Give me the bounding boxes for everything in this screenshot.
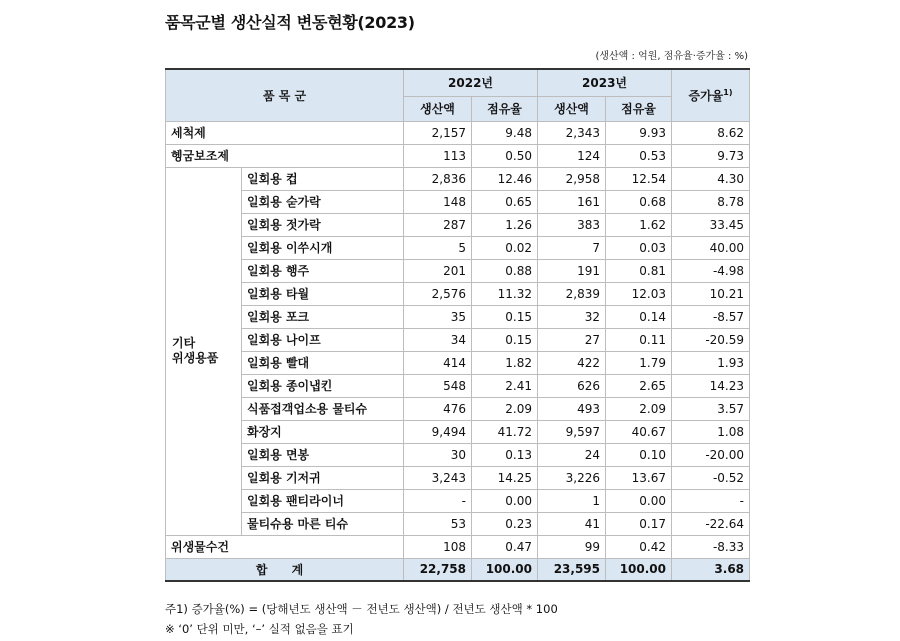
cell-share-2023: 0.42 <box>606 535 672 558</box>
cell-production-2022: 108 <box>404 535 472 558</box>
cell-production-2023: 41 <box>538 512 606 535</box>
cell-share-2022: 0.50 <box>472 144 538 167</box>
cell-share-2023: 0.00 <box>606 489 672 512</box>
cell-growth: 1.93 <box>672 351 750 374</box>
table-row <box>166 328 750 351</box>
cell-production-2023: 24 <box>538 443 606 466</box>
row-label: 일회용 컵 <box>242 167 404 190</box>
cell-growth: 40.00 <box>672 236 750 259</box>
cell-production-2022: 2,157 <box>404 121 472 144</box>
total-production-2022: 22,758 <box>404 558 472 581</box>
cell-share-2023: 13.67 <box>606 466 672 489</box>
cell-share-2023: 1.79 <box>606 351 672 374</box>
table-row <box>166 489 750 512</box>
cell-production-2023: 493 <box>538 397 606 420</box>
total-growth: 3.68 <box>672 558 750 581</box>
group-label <box>166 167 242 535</box>
cell-growth: -8.57 <box>672 305 750 328</box>
total-row <box>166 558 750 581</box>
cell-share-2023: 40.67 <box>606 420 672 443</box>
cell-growth: 3.57 <box>672 397 750 420</box>
cell-production-2022: - <box>404 489 472 512</box>
total-production-2023: 23,595 <box>538 558 606 581</box>
header-category: 품 목 군 <box>166 69 404 121</box>
cell-share-2023: 0.11 <box>606 328 672 351</box>
header-growth-label: 증가율 <box>688 88 724 103</box>
cell-share-2023: 12.54 <box>606 167 672 190</box>
row-label: 일회용 빨대 <box>242 351 404 374</box>
cell-production-2023: 2,343 <box>538 121 606 144</box>
cell-production-2023: 124 <box>538 144 606 167</box>
production-table <box>165 68 750 582</box>
cell-production-2022: 148 <box>404 190 472 213</box>
group-label-line1: 기타 <box>172 336 196 350</box>
cell-production-2022: 34 <box>404 328 472 351</box>
cell-share-2022: 0.02 <box>472 236 538 259</box>
row-label: 세척제 <box>166 121 404 144</box>
cell-production-2023: 1 <box>538 489 606 512</box>
page-title: 품목군별 생산실적 변동현황(2023) <box>165 13 415 32</box>
cell-share-2022: 41.72 <box>472 420 538 443</box>
cell-share-2022: 2.41 <box>472 374 538 397</box>
table-row <box>166 190 750 213</box>
cell-growth: -4.98 <box>672 259 750 282</box>
row-label: 일회용 면봉 <box>242 443 404 466</box>
header-growth-sup: 1) <box>723 87 733 97</box>
row-label: 일회용 포크 <box>242 305 404 328</box>
cell-growth: 8.62 <box>672 121 750 144</box>
cell-share-2023: 0.03 <box>606 236 672 259</box>
unit-note: (생산액 : 억원, 점유율·증가율 : %) <box>595 51 748 62</box>
cell-growth: -20.00 <box>672 443 750 466</box>
cell-growth: 9.73 <box>672 144 750 167</box>
table-row <box>166 167 750 190</box>
cell-growth: 4.30 <box>672 167 750 190</box>
cell-production-2023: 27 <box>538 328 606 351</box>
cell-production-2023: 99 <box>538 535 606 558</box>
row-label: 헹굼보조제 <box>166 144 404 167</box>
total-share-2022: 100.00 <box>472 558 538 581</box>
cell-share-2023: 0.14 <box>606 305 672 328</box>
cell-share-2022: 0.13 <box>472 443 538 466</box>
total-share-2023: 100.00 <box>606 558 672 581</box>
cell-growth: - <box>672 489 750 512</box>
cell-production-2023: 2,839 <box>538 282 606 305</box>
cell-production-2022: 201 <box>404 259 472 282</box>
row-label: 일회용 종이냅킨 <box>242 374 404 397</box>
table-row <box>166 305 750 328</box>
cell-share-2022: 0.88 <box>472 259 538 282</box>
header-production-2023: 생산액 <box>538 96 606 121</box>
row-label: 일회용 이쑤시개 <box>242 236 404 259</box>
row-label: 위생물수건 <box>166 535 404 558</box>
table-row <box>166 512 750 535</box>
table-row <box>166 236 750 259</box>
cell-production-2022: 30 <box>404 443 472 466</box>
cell-production-2022: 548 <box>404 374 472 397</box>
row-label: 식품접객업소용 물티슈 <box>242 397 404 420</box>
cell-growth: -22.64 <box>672 512 750 535</box>
header-year-2022: 2022년 <box>404 69 538 96</box>
table-row <box>166 351 750 374</box>
cell-production-2023: 2,958 <box>538 167 606 190</box>
cell-share-2023: 2.65 <box>606 374 672 397</box>
cell-production-2022: 5 <box>404 236 472 259</box>
table-row <box>166 374 750 397</box>
cell-production-2023: 383 <box>538 213 606 236</box>
header-year-2023: 2023년 <box>538 69 672 96</box>
row-label: 일회용 나이프 <box>242 328 404 351</box>
cell-production-2022: 113 <box>404 144 472 167</box>
cell-share-2022: 0.00 <box>472 489 538 512</box>
cell-share-2022: 0.65 <box>472 190 538 213</box>
footnote-symbols: ※ ‘0’ 단위 미만, ‘–’ 실적 없음을 표기 <box>165 622 354 636</box>
group-label-line2: 위생용품 <box>172 351 219 365</box>
footnote-growth-formula: 주1) 증가율(%) = (당해년도 생산액 － 전년도 생산액) / 전년도 생산액 * 100 <box>165 602 558 616</box>
cell-growth: 14.23 <box>672 374 750 397</box>
header-share-2023: 점유율 <box>606 96 672 121</box>
cell-growth: 33.45 <box>672 213 750 236</box>
row-label: 일회용 행주 <box>242 259 404 282</box>
header-row-1 <box>166 69 750 96</box>
cell-growth: 8.78 <box>672 190 750 213</box>
row-label: 물티슈용 마른 티슈 <box>242 512 404 535</box>
cell-share-2022: 2.09 <box>472 397 538 420</box>
header-share-2022: 점유율 <box>472 96 538 121</box>
row-label: 일회용 타월 <box>242 282 404 305</box>
table-row <box>166 397 750 420</box>
cell-share-2022: 0.23 <box>472 512 538 535</box>
cell-share-2022: 0.15 <box>472 305 538 328</box>
cell-production-2022: 287 <box>404 213 472 236</box>
header-growth <box>672 69 750 121</box>
table-row <box>166 144 750 167</box>
cell-share-2022: 14.25 <box>472 466 538 489</box>
table-row <box>166 282 750 305</box>
cell-production-2023: 161 <box>538 190 606 213</box>
cell-production-2022: 9,494 <box>404 420 472 443</box>
cell-growth: 1.08 <box>672 420 750 443</box>
total-label: 합 계 <box>166 558 404 581</box>
table-row <box>166 420 750 443</box>
header-production-2022: 생산액 <box>404 96 472 121</box>
table-row <box>166 213 750 236</box>
cell-growth: -8.33 <box>672 535 750 558</box>
cell-share-2022: 1.82 <box>472 351 538 374</box>
table-row <box>166 259 750 282</box>
cell-growth: -20.59 <box>672 328 750 351</box>
cell-share-2023: 0.68 <box>606 190 672 213</box>
cell-share-2023: 0.81 <box>606 259 672 282</box>
cell-production-2023: 3,226 <box>538 466 606 489</box>
row-label: 화장지 <box>242 420 404 443</box>
cell-production-2023: 422 <box>538 351 606 374</box>
cell-production-2022: 53 <box>404 512 472 535</box>
cell-production-2022: 2,836 <box>404 167 472 190</box>
cell-production-2023: 191 <box>538 259 606 282</box>
table-row <box>166 121 750 144</box>
cell-share-2022: 9.48 <box>472 121 538 144</box>
cell-production-2023: 9,597 <box>538 420 606 443</box>
cell-production-2022: 476 <box>404 397 472 420</box>
cell-share-2022: 0.47 <box>472 535 538 558</box>
cell-share-2023: 0.17 <box>606 512 672 535</box>
cell-production-2023: 32 <box>538 305 606 328</box>
row-label: 일회용 숟가락 <box>242 190 404 213</box>
table-row <box>166 443 750 466</box>
table-row <box>166 466 750 489</box>
cell-growth: 10.21 <box>672 282 750 305</box>
row-label: 일회용 젓가락 <box>242 213 404 236</box>
cell-share-2023: 1.62 <box>606 213 672 236</box>
cell-share-2022: 12.46 <box>472 167 538 190</box>
cell-production-2023: 626 <box>538 374 606 397</box>
cell-production-2023: 7 <box>538 236 606 259</box>
cell-share-2023: 0.53 <box>606 144 672 167</box>
cell-share-2022: 11.32 <box>472 282 538 305</box>
cell-share-2023: 0.10 <box>606 443 672 466</box>
cell-production-2022: 35 <box>404 305 472 328</box>
cell-growth: -0.52 <box>672 466 750 489</box>
table-row <box>166 535 750 558</box>
row-label: 일회용 팬티라이너 <box>242 489 404 512</box>
cell-share-2022: 0.15 <box>472 328 538 351</box>
cell-share-2023: 12.03 <box>606 282 672 305</box>
cell-production-2022: 3,243 <box>404 466 472 489</box>
cell-share-2023: 9.93 <box>606 121 672 144</box>
cell-share-2022: 1.26 <box>472 213 538 236</box>
cell-share-2023: 2.09 <box>606 397 672 420</box>
cell-production-2022: 2,576 <box>404 282 472 305</box>
row-label: 일회용 기저귀 <box>242 466 404 489</box>
cell-production-2022: 414 <box>404 351 472 374</box>
